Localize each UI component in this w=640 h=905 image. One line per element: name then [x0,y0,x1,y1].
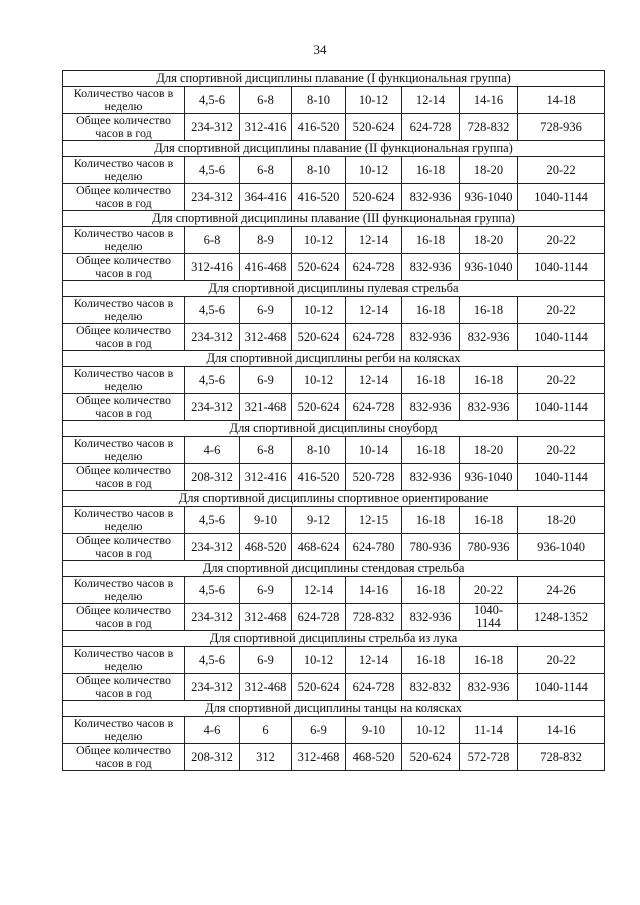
table-cell: 312-468 [240,604,292,631]
table-cell: 312-416 [185,254,240,281]
table-cell: 832-936 [460,674,518,701]
table-cell: 234-312 [185,114,240,141]
hours-per-week-label: Количество часов в неделю [63,437,185,464]
section-title: Для спортивной дисциплины плавание (I функциональная группа) [63,71,605,87]
table-cell: 936-1040 [460,464,518,491]
table-cell: 624-728 [346,394,402,421]
hours-per-week-row [63,297,605,324]
hours-per-week-label: Количество часов в неделю [63,647,185,674]
section-title-row [63,71,605,87]
hours-per-year-label: Общее количество часов в год [63,254,185,281]
table-cell: 1040-1144 [518,674,605,701]
section-title: Для спортивной дисциплины танцы на колясках [63,701,605,717]
table-cell: 312 [240,744,292,771]
hours-per-year-row [63,114,605,141]
table-cell: 8-9 [240,227,292,254]
table-cell: 9-10 [346,717,402,744]
table-cell: 16-18 [402,577,460,604]
table-cell: 312-468 [240,324,292,351]
table-cell: 468-520 [240,534,292,561]
table-cell: 468-624 [292,534,346,561]
section-title: Для спортивной дисциплины плавание (II функциональная группа) [63,141,605,157]
table-cell: 520-624 [292,674,346,701]
table-cell: 14-16 [460,87,518,114]
hours-per-year-label: Общее количество часов в год [63,744,185,771]
table-cell: 8-10 [292,157,346,184]
hours-per-week-label: Количество часов в неделю [63,577,185,604]
hours-per-week-label: Количество часов в неделю [63,367,185,394]
table-cell: 208-312 [185,464,240,491]
table-cell: 208-312 [185,744,240,771]
table-cell: 832-936 [402,254,460,281]
table-cell: 10-12 [292,297,346,324]
table-cell: 624-728 [292,604,346,631]
section-title: Для спортивной дисциплины стендовая стрельба [63,561,605,577]
hours-per-week-row [63,577,605,604]
table-cell: 234-312 [185,534,240,561]
table-cell: 416-520 [292,184,346,211]
hours-per-week-row [63,647,605,674]
table-cell: 16-18 [402,507,460,534]
hours-per-week-label: Количество часов в неделю [63,227,185,254]
table-cell: 16-18 [460,647,518,674]
table-cell: 234-312 [185,184,240,211]
table-cell: 12-15 [346,507,402,534]
table-cell: 1040-1144 [518,394,605,421]
table-cell: 520-624 [402,744,460,771]
table-cell: 1040-1144 [518,254,605,281]
table-cell: 6-8 [240,157,292,184]
table-cell: 16-18 [402,367,460,394]
page-number: 34 [313,42,327,57]
table-cell: 9-10 [240,507,292,534]
table-cell: 520-624 [346,114,402,141]
table-cell: 936-1040 [460,184,518,211]
table-cell: 234-312 [185,604,240,631]
section-title-row [63,631,605,647]
table-cell: 468-520 [346,744,402,771]
table-cell: 6-9 [240,647,292,674]
table-cell: 14-16 [346,577,402,604]
table-cell: 20-22 [518,367,605,394]
hours-per-year-row [63,394,605,421]
table-cell: 6-9 [240,297,292,324]
hours-per-week-row [63,87,605,114]
table-cell: 832-936 [402,394,460,421]
table-cell: 16-18 [402,647,460,674]
hours-per-year-label: Общее количество часов в год [63,184,185,211]
hours-per-week-row [63,507,605,534]
hours-per-week-row [63,367,605,394]
section-title-row [63,141,605,157]
table-cell: 4,5-6 [185,647,240,674]
table-cell: 936-1040 [460,254,518,281]
section-title: Для спортивной дисциплины пулевая стрельба [63,281,605,297]
hours-per-year-row [63,464,605,491]
table-cell: 18-20 [460,157,518,184]
table-cell: 6 [240,717,292,744]
table-cell: 1040-1144 [518,184,605,211]
table-cell: 312-468 [240,674,292,701]
table-cell: 4-6 [185,437,240,464]
table-cell: 728-936 [518,114,605,141]
table-cell: 8-10 [292,437,346,464]
table-cell: 14-16 [518,717,605,744]
section-title-row [63,561,605,577]
hours-per-year-label: Общее количество часов в год [63,324,185,351]
section-title-row [63,491,605,507]
table-cell: 416-520 [292,114,346,141]
table-cell: 6-8 [185,227,240,254]
table-cell: 10-12 [346,87,402,114]
table-cell: 4,5-6 [185,297,240,324]
table-cell: 624-728 [402,114,460,141]
table-cell: 10-12 [346,157,402,184]
table-cell: 20-22 [518,297,605,324]
hours-per-week-row [63,157,605,184]
section-title-row [63,701,605,717]
table-cell: 572-728 [460,744,518,771]
table-cell: 624-728 [346,254,402,281]
table-cell: 832-936 [402,324,460,351]
table-cell: 12-14 [346,647,402,674]
table-cell: 16-18 [402,157,460,184]
table-cell: 4,5-6 [185,577,240,604]
table-cell: 520-624 [346,184,402,211]
table-cell: 16-18 [460,507,518,534]
table-cell: 12-14 [346,367,402,394]
table-cell: 936-1040 [518,534,605,561]
hours-per-week-row [63,227,605,254]
table-cell: 24-26 [518,577,605,604]
table-cell: 234-312 [185,394,240,421]
table-cell: 8-10 [292,87,346,114]
table-cell: 780-936 [402,534,460,561]
table-cell: 16-18 [460,297,518,324]
hours-per-year-row [63,674,605,701]
hours-per-year-row [63,324,605,351]
hours-per-year-row [63,604,605,631]
table-cell: 12-14 [346,227,402,254]
table-cell: 16-18 [402,227,460,254]
table-cell: 12-14 [346,297,402,324]
table-cell: 416-468 [240,254,292,281]
table-cell: 10-14 [346,437,402,464]
section-title-row [63,351,605,367]
table-cell: 11-14 [460,717,518,744]
table-cell: 20-22 [518,157,605,184]
table-cell: 832-936 [460,394,518,421]
hours-per-year-label: Общее количество часов в год [63,674,185,701]
hours-per-week-label: Количество часов в неделю [63,157,185,184]
hours-per-year-row [63,744,605,771]
hours-per-year-row [63,184,605,211]
table-cell: 18-20 [518,507,605,534]
table-cell: 364-416 [240,184,292,211]
table-cell: 832-936 [402,604,460,631]
table-cell: 16-18 [402,437,460,464]
table-cell: 12-14 [292,577,346,604]
table-cell: 520-728 [346,464,402,491]
table-cell: 312-416 [240,114,292,141]
hours-per-year-label: Общее количество часов в год [63,394,185,421]
table-cell: 14-18 [518,87,605,114]
table-cell: 1040-1144 [518,464,605,491]
table-cell: 728-832 [460,114,518,141]
table-cell: 832-936 [402,464,460,491]
table-cell: 1040-1144 [518,324,605,351]
table-cell: 4,5-6 [185,367,240,394]
table-cell: 520-624 [292,324,346,351]
section-title: Для спортивной дисциплины сноуборд [63,421,605,437]
table-cell: 20-22 [518,647,605,674]
table-cell: 4,5-6 [185,87,240,114]
table-cell: 780-936 [460,534,518,561]
section-title-row [63,421,605,437]
hours-per-year-row [63,534,605,561]
table-cell: 312-468 [292,744,346,771]
table-cell: 832-832 [402,674,460,701]
table-cell: 4,5-6 [185,507,240,534]
table-cell: 520-624 [292,254,346,281]
table-cell: 234-312 [185,324,240,351]
section-title: Для спортивной дисциплины спортивное ориентирование [63,491,605,507]
hours-per-week-label: Количество часов в неделю [63,717,185,744]
table-cell: 312-416 [240,464,292,491]
table-cell: 6-9 [240,367,292,394]
table-body [63,71,605,771]
hours-per-week-row [63,437,605,464]
section-title-row [63,211,605,227]
table-cell: 20-22 [518,227,605,254]
table-cell: 832-936 [460,324,518,351]
table-cell: 4,5-6 [185,157,240,184]
table-cell: 624-728 [346,674,402,701]
hours-per-year-label: Общее количество часов в год [63,114,185,141]
table-cell: 6-8 [240,87,292,114]
table-cell: 10-12 [292,647,346,674]
table-cell: 6-8 [240,437,292,464]
table-cell: 624-728 [346,324,402,351]
table-cell: 18-20 [460,437,518,464]
table-cell: 832-936 [402,184,460,211]
table-cell: 1040-1144 [460,604,518,631]
table-cell: 20-22 [460,577,518,604]
table-cell: 321-468 [240,394,292,421]
table-cell: 10-12 [402,717,460,744]
section-title: Для спортивной дисциплины регби на колясках [63,351,605,367]
table-cell: 624-780 [346,534,402,561]
table-cell: 728-832 [346,604,402,631]
hours-per-week-label: Количество часов в неделю [63,507,185,534]
training-hours-table [62,70,605,771]
section-title: Для спортивной дисциплины плавание (III функциональная группа) [63,211,605,227]
table-cell: 16-18 [402,297,460,324]
table-cell: 6-9 [292,717,346,744]
hours-per-week-label: Количество часов в неделю [63,297,185,324]
hours-per-year-label: Общее количество часов в год [63,534,185,561]
table-cell: 9-12 [292,507,346,534]
table-cell: 4-6 [185,717,240,744]
hours-per-week-row [63,717,605,744]
table-cell: 16-18 [460,367,518,394]
table-cell: 20-22 [518,437,605,464]
hours-per-week-label: Количество часов в неделю [63,87,185,114]
table-cell: 10-12 [292,367,346,394]
section-title: Для спортивной дисциплины стрельба из лука [63,631,605,647]
hours-per-year-label: Общее количество часов в год [63,464,185,491]
hours-per-year-label: Общее количество часов в год [63,604,185,631]
table-cell: 1248-1352 [518,604,605,631]
hours-per-year-row [63,254,605,281]
section-title-row [63,281,605,297]
table-cell: 12-14 [402,87,460,114]
table-cell: 234-312 [185,674,240,701]
table-cell: 728-832 [518,744,605,771]
table-cell: 6-9 [240,577,292,604]
table-cell: 10-12 [292,227,346,254]
table-cell: 520-624 [292,394,346,421]
table-cell: 18-20 [460,227,518,254]
table-cell: 416-520 [292,464,346,491]
